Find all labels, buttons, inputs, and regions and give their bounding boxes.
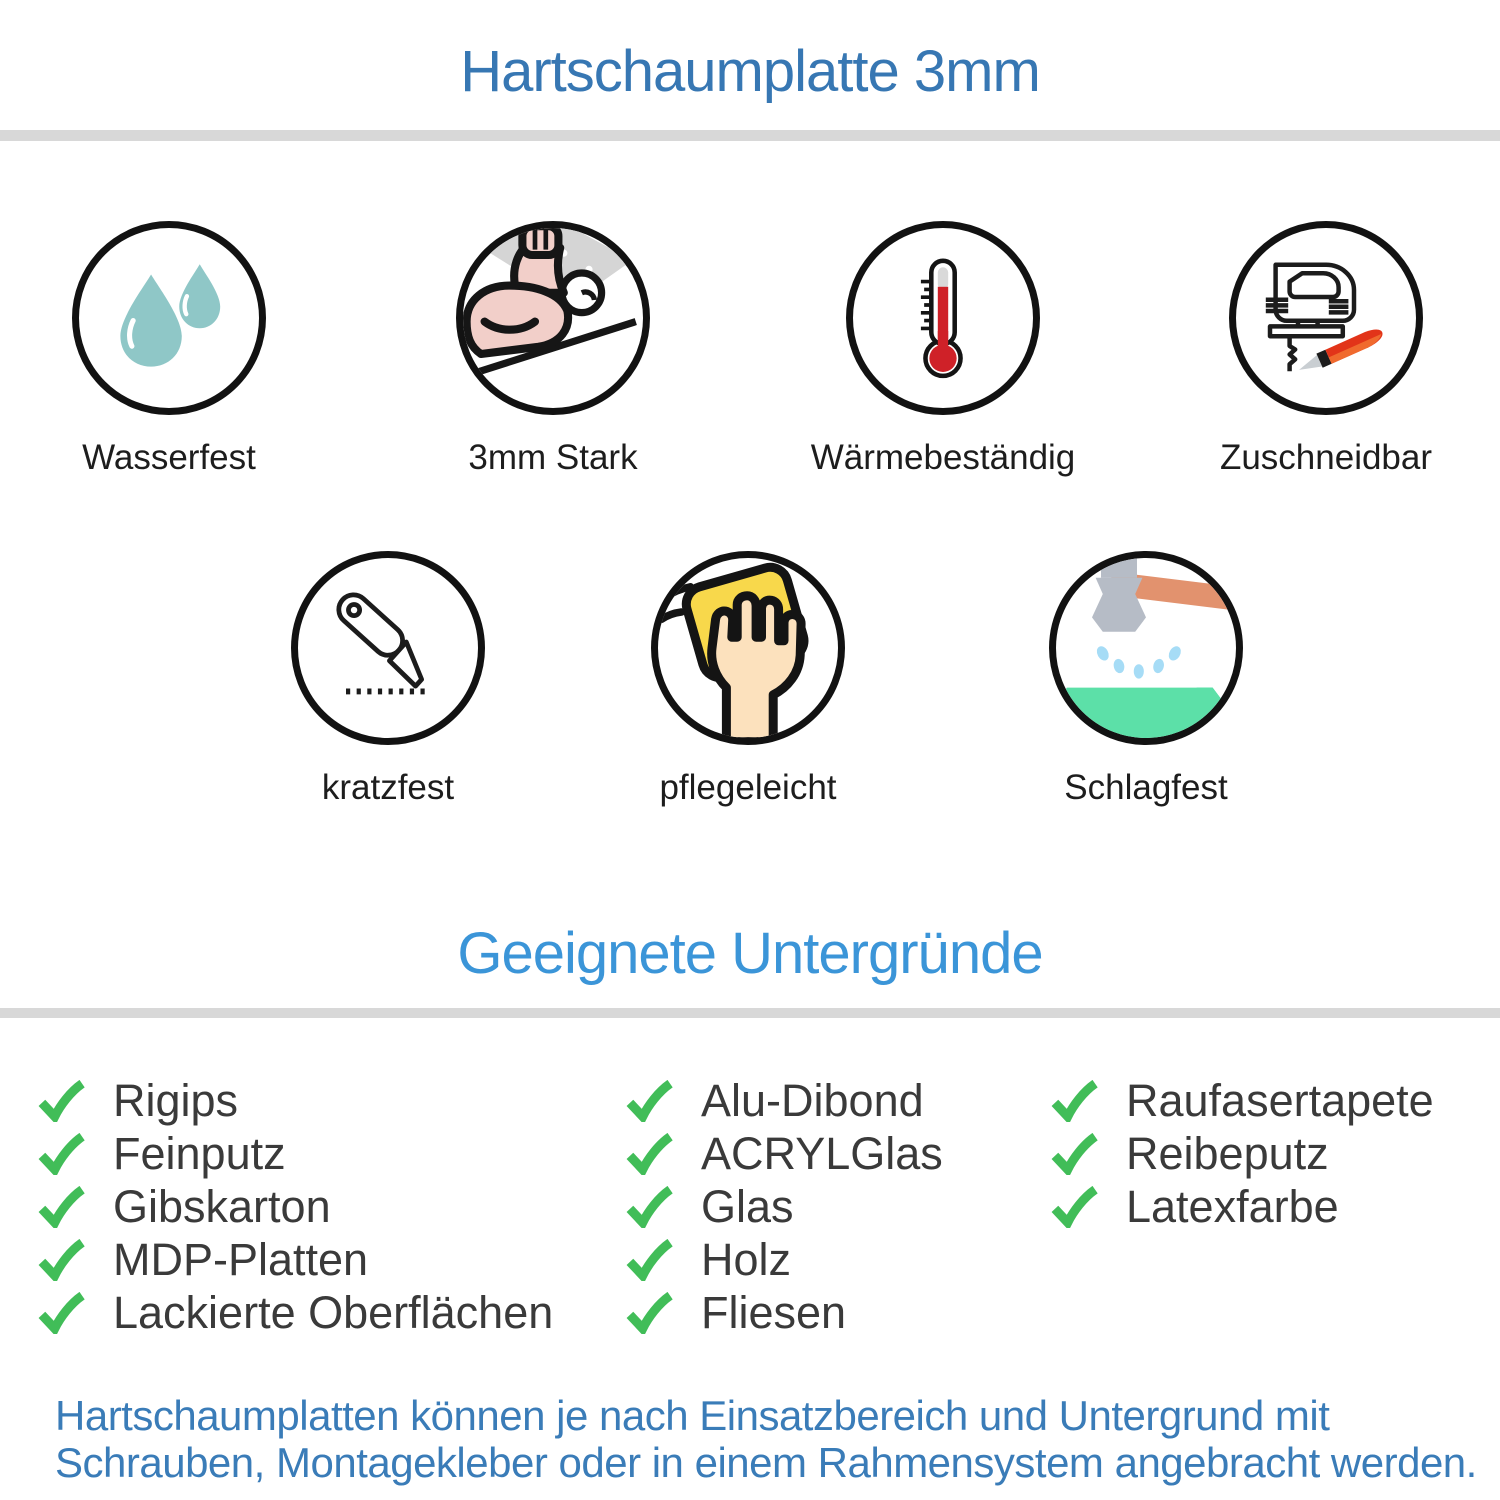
cleaning-hand-icon [658, 558, 838, 738]
feature-circle [846, 221, 1040, 415]
list-item [626, 1233, 943, 1286]
list-item [38, 1180, 553, 1233]
list-item [38, 1233, 553, 1286]
list-item [1051, 1127, 1434, 1180]
feature-circle [651, 551, 845, 745]
substrate-label: Rigips [113, 1074, 239, 1126]
substrates-column-2 [626, 1074, 943, 1339]
substrate-label: Alu-Dibond [701, 1074, 924, 1126]
feature-circle [72, 221, 266, 415]
substrate-label: Lackierte Oberflächen [113, 1286, 554, 1338]
substrate-label: Holz [701, 1233, 792, 1285]
substrate-label: Latexfarbe [1126, 1180, 1339, 1232]
feature-circle [291, 551, 485, 745]
feature-schlagfest [956, 551, 1336, 808]
section-divider [0, 1008, 1500, 1018]
substrate-label: Reibeputz [1126, 1127, 1329, 1179]
check-icon [38, 1186, 86, 1228]
substrate-label: Feinputz [113, 1127, 286, 1179]
feature-label: Wasserfest [82, 438, 256, 477]
thermometer-icon [878, 253, 1008, 383]
substrate-label: ACRYLGlas [701, 1127, 943, 1179]
feature-label: Wärmebeständig [810, 438, 1076, 477]
list-item [38, 1286, 553, 1339]
substrate-label: Raufasertapete [1126, 1074, 1434, 1126]
check-icon [1051, 1186, 1099, 1228]
feature-pflegeleicht [558, 551, 938, 808]
check-icon [626, 1133, 674, 1175]
list-item [38, 1127, 553, 1180]
feature-zuschneidbar [1136, 221, 1500, 478]
feature-label: pflegeleicht [659, 768, 837, 807]
list-item [1051, 1180, 1434, 1233]
feature-circle [1229, 221, 1423, 415]
check-icon [38, 1239, 86, 1281]
section-divider [0, 130, 1500, 141]
footer-note [55, 1392, 1477, 1486]
feature-waermebestaendig [753, 221, 1133, 478]
substrate-label: Gibskarton [113, 1180, 331, 1232]
feature-circle [1049, 551, 1243, 745]
substrates-column-1 [38, 1074, 553, 1339]
check-icon [1051, 1133, 1099, 1175]
section-title-untergruende: Geeignete Untergründe [457, 921, 1043, 986]
hammer-impact-icon [1056, 558, 1236, 738]
footer-note-line: Schrauben, Montagekleber oder in einem Rahmensystem angebracht werden. [55, 1439, 1477, 1486]
feature-label: 3mm Stark [468, 438, 638, 477]
list-item [1051, 1074, 1434, 1127]
check-icon [626, 1292, 674, 1334]
list-item [626, 1074, 943, 1127]
utility-knife-icon [318, 578, 458, 718]
jigsaw-cutter-icon [1256, 248, 1396, 388]
substrates-column-3 [1051, 1074, 1434, 1233]
check-icon [38, 1080, 86, 1122]
check-icon [626, 1080, 674, 1122]
list-item [626, 1286, 943, 1339]
substrate-label: Glas [701, 1180, 794, 1232]
footer-note-line: Hartschaumplatten können je nach Einsatzbereich und Untergrund mit [55, 1392, 1330, 1439]
substrate-label: Fliesen [701, 1286, 847, 1338]
check-icon [626, 1186, 674, 1228]
feature-wasserfest [0, 221, 359, 478]
feature-kratzfest [198, 551, 578, 808]
feature-label: kratzfest [321, 768, 455, 807]
feature-label: Zuschneidbar [1219, 438, 1433, 477]
substrate-label: MDP-Platten [113, 1233, 369, 1285]
water-drops-icon [105, 254, 233, 382]
muscle-arm-icon [463, 228, 643, 408]
check-icon [1051, 1080, 1099, 1122]
feature-circle [456, 221, 650, 415]
check-icon [38, 1133, 86, 1175]
check-icon [38, 1292, 86, 1334]
check-icon [626, 1239, 674, 1281]
page-title: Hartschaumplatte 3mm [460, 39, 1040, 104]
list-item [626, 1180, 943, 1233]
feature-label: Schlagfest [1064, 768, 1228, 807]
list-item [626, 1127, 943, 1180]
feature-3mm-stark [363, 221, 743, 478]
list-item [38, 1074, 553, 1127]
